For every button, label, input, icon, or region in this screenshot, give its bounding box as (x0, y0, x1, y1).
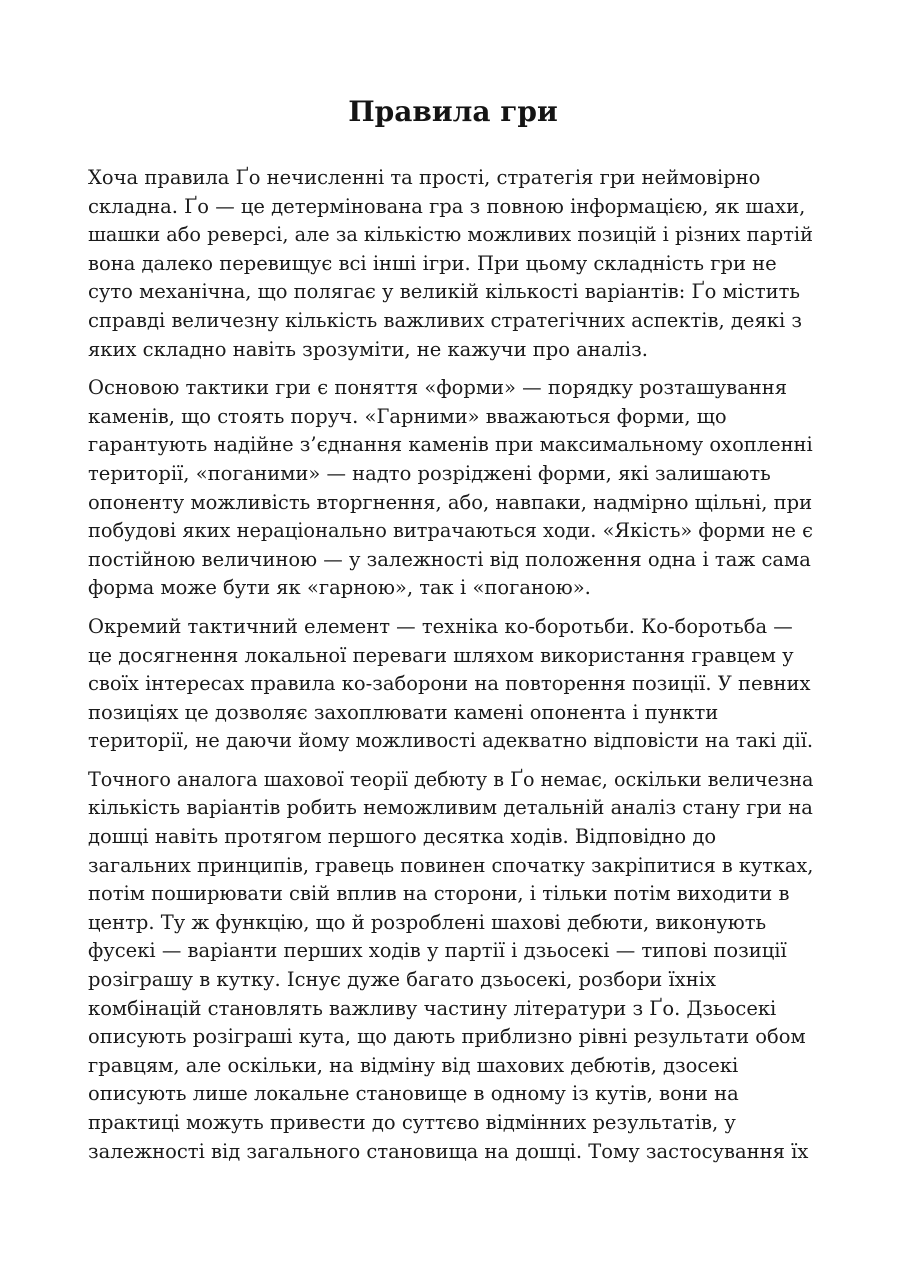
text-line: території, не даючи йому можливості адекватно відповісти на такі дії. (88, 729, 814, 753)
text-line: центр. Ту ж функцію, що й розроблені шахові дебюти, виконують (88, 910, 767, 934)
page-title: Правила гри (348, 95, 558, 128)
text-line: гарантують надійне з’єднання каменів при максимальному охопленні (88, 433, 813, 457)
text-line: комбінацій становлять важливу частину літератури з Ґо. Дзьосекі (88, 996, 777, 1020)
text-line: описують розіграші кута, що дають приблизно рівні результати обом (88, 1025, 806, 1049)
text-line: шашки або реверсі, але за кількістю можливих позицій і різних партій (88, 223, 813, 247)
text-line: форма може бути як «гарною», так і «поганою». (88, 576, 591, 600)
text-line: опоненту можливість вторгнення, або, навпаки, надмірно щільні, при (88, 490, 813, 514)
text-line: описують лише локальне становище в одному із кутів, вони на (88, 1082, 739, 1106)
text-line: справді величезну кількість важливих стратегічних аспектів, деякі з (88, 308, 803, 332)
text-line: вона далеко перевищує всі інші ігри. При цьому складність гри не (88, 251, 777, 275)
text-line: Точного аналога шахової теорії дебюту в Ґо немає, оскільки величезна (88, 767, 814, 791)
text-line: Хоча правила Ґо нечисленні та прості, стратегія гри неймовірно (88, 166, 761, 189)
text-line: кількість варіантів робить неможливим детальній аналіз стану гри на (88, 796, 813, 820)
text-line: розіграшу в кутку. Існує дуже багато дзьосекі, розбори їхніх (88, 968, 716, 992)
paragraph-1 (88, 164, 813, 364)
text-line: Окремий тактичний елемент — техніка ко-боротьби. Ко-боротьба — (88, 614, 793, 638)
text-line: каменів, що стоять поруч. «Гарними» вважаються форми, що (88, 404, 727, 428)
text-line: суто механічна, що полягає у великій кількості варіантів: Ґо містить (88, 280, 801, 304)
text-line: фусекі — варіанти перших ходів у партії і дзьосекі — типові позиції (88, 939, 787, 963)
paragraph-3 (88, 613, 813, 756)
text-line: загальних принципів, гравець повинен спочатку закріпитися в кутках, (88, 853, 814, 877)
text-line: Основою тактики гри є поняття «форми» — порядку розташування (88, 376, 788, 400)
text-line: дошці навіть протягом першого десятка ходів. Відповідно до (88, 825, 717, 849)
document-body (88, 164, 813, 1176)
text-line: позиціях це дозволяє захоплювати камені опонента і пункти (88, 700, 719, 724)
paragraph-4 (88, 766, 813, 1166)
text-line: постійною величиною — у залежності від положення одна і таж сама (88, 547, 811, 571)
text-line: яких складно навіть зрозуміти, не кажучи про аналіз. (88, 337, 648, 361)
text-line: залежності від загального становища на дошці. Тому застосування їх (88, 1139, 809, 1163)
text-line: території, «поганими» — надто розріджені форми, які залишають (88, 461, 771, 485)
paragraph-2 (88, 374, 813, 603)
text-line: побудові яких нераціонально витрачаються ходи. «Якість» форми не є (88, 519, 813, 543)
text-line: потім поширювати свій вплив на сторони, і тільки потім виходити в (88, 882, 790, 906)
text-line: складна. Ґо — це детермінована гра з повною інформацією, як шахи, (88, 194, 806, 218)
text-line: своїх інтересах правила ко-заборони на повторення позиції. У певних (88, 672, 811, 696)
text-line: гравцям, але оскільки, на відміну від шахових дебютів, дзосекі (88, 1053, 739, 1077)
text-line: практиці можуть привести до суттєво відмінних результатів, у (88, 1111, 736, 1134)
text-line: це досягнення локальної переваги шляхом використання гравцем у (88, 643, 794, 667)
